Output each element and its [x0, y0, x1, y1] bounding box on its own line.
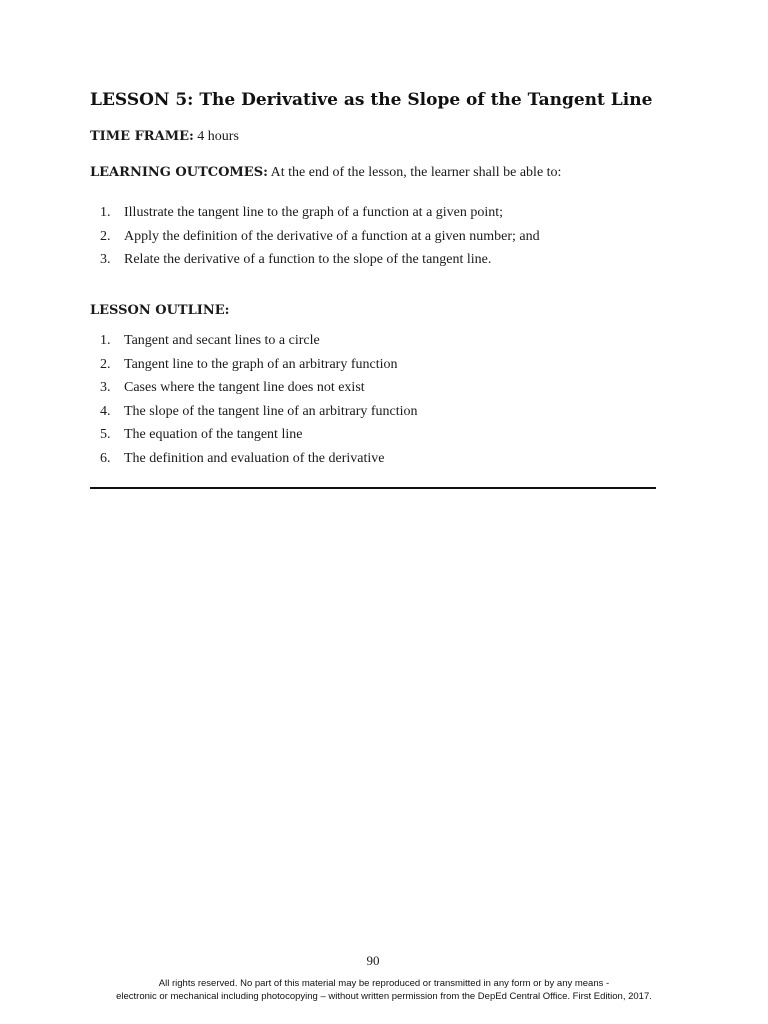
list-item-text: Cases where the tangent line does not exist [124, 380, 365, 395]
list-item-text: The definition and evaluation of the derivative [124, 450, 385, 466]
time-frame-label: TIME FRAME: [90, 129, 194, 144]
list-item-number: 5. [100, 427, 111, 442]
learning-outcomes-heading [90, 164, 690, 182]
copyright-footer [0, 977, 768, 1003]
list-item-number: 1. [100, 333, 111, 348]
list-item [100, 332, 700, 356]
list-item-text: Relate the derivative of a function to the slope of the tangent line. [124, 252, 492, 267]
list-item [100, 356, 700, 380]
list-item-text: Apply the definition of the derivative of a function at a given number; and [124, 228, 540, 244]
time-frame-value: 4 hours [197, 129, 239, 144]
list-item [100, 228, 700, 252]
lesson-outline-list [100, 332, 700, 473]
list-item-text: The equation of the tangent line [124, 427, 303, 442]
list-item-text: Tangent and secant lines to a circle [124, 333, 320, 348]
footer-line: All rights reserved. No part of this material may be reproduced or transmitted in any form or by any means - [158, 978, 610, 989]
list-item-number: 1. [100, 205, 111, 220]
list-item-number: 3. [100, 380, 111, 395]
lesson-outline-heading [90, 302, 690, 320]
list-item-text: The slope of the tangent line of an arbitrary function [124, 403, 418, 419]
list-item-text: Tangent line to the graph of an arbitrary function [124, 356, 398, 372]
page-number: 90 [366, 953, 380, 968]
section-divider [90, 487, 656, 489]
list-item-number: 2. [100, 356, 111, 372]
learning-outcomes-intro: At the end of the lesson, the learner shall be able to: [270, 165, 562, 180]
learning-outcomes-list [100, 204, 700, 275]
list-item-text: Illustrate the tangent line to the graph of a function at a given point; [124, 205, 504, 220]
lesson-outline-label: LESSON OUTLINE: [90, 303, 230, 318]
lesson-title: LESSON 5: The Derivative as the Slope of the Tangent Line [90, 90, 653, 110]
list-item [100, 403, 700, 427]
list-item [100, 379, 700, 403]
footer-line: electronic or mechanical including photocopying – without written permission from the DepEd Central Office. First Edition, 2017. [116, 991, 652, 1002]
list-item-number: 3. [100, 252, 111, 267]
list-item [100, 450, 700, 474]
list-item [100, 204, 700, 228]
list-item-number: 6. [100, 450, 111, 466]
time-frame [90, 128, 690, 146]
list-item-number: 4. [100, 403, 111, 419]
list-item [100, 251, 700, 275]
list-item-number: 2. [100, 228, 111, 244]
list-item [100, 426, 700, 450]
learning-outcomes-label: LEARNING OUTCOMES: [90, 165, 268, 180]
